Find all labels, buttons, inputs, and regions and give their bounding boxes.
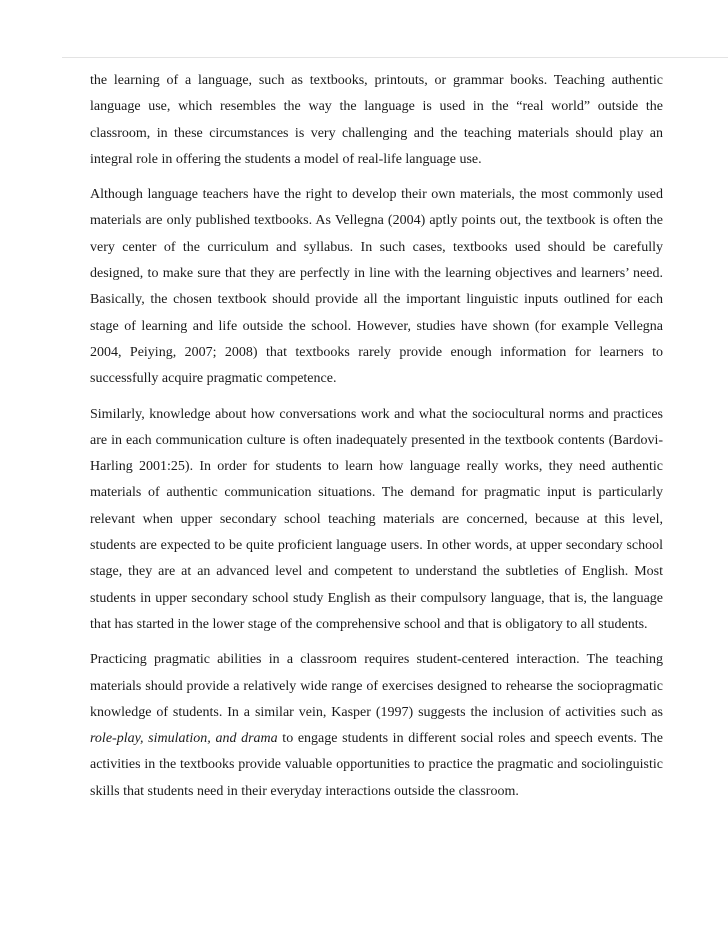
paragraph-text: Although language teachers have the right to develop their own materials, the most commonly used materials are only published textbooks. As Vellegna (2004) aptly points out, the textbook is often the very center of the curriculum and syllabus. In such cases, textbooks used should be carefully designed, to make sure that they are perfectly in line with the learning objectives and learners’ need. Basically, the chosen textbook should provide all the important linguistic inputs outlined for each stage of learning and life outside the school. However, studies have shown (for example Vellegna 2004, Peiying, 2007; 2008) that textbooks rarely provide enough information for learners to successfully acquire pragmatic competence. xyxy=(90,187,663,387)
paragraph-text: Similarly, knowledge about how conversations work and what the sociocultural norms and practices are in each communication culture is often inadequately presented in the textbook contents (Bardovi-Harling 2001:25). In order for students to learn how language really works, they need authentic materials of authentic communication situations. The demand for pragmatic input is particularly relevant when upper secondary school teaching materials are concerned, because at this level, students are expected to be quite proficient language users. In other words, at upper secondary school stage, they are at an advanced level and competent to understand the subtleties of English. Most students in upper secondary school study English as their compulsory language, that is, the language that has started in the lower stage of the comprehensive school and that is obligatory to all students. xyxy=(90,406,663,632)
paragraph-3 xyxy=(90,402,663,639)
paragraph-text: the learning of a language, such as textbooks, printouts, or grammar books. Teaching authentic language use, which resembles the way the language is used in the “real world” outside the classroom, in these circumstances is very challenging and the teaching materials should play an integral role in offering the students a model of real-life language use. xyxy=(90,73,663,167)
italic-phrase: role-play, simulation, and drama xyxy=(90,731,278,747)
paragraph-text: Practicing pragmatic abilities in a classroom requires student-centered interaction. The teaching materials should provide a relatively wide range of exercises designed to rehearse the sociopragmatic knowledge of students. In a similar vein, Kasper (1997) suggests the inclusion of activities such as xyxy=(90,652,663,720)
document-body xyxy=(90,68,663,814)
paragraph-2 xyxy=(90,182,663,392)
paragraph-1 xyxy=(90,68,663,173)
header-divider xyxy=(62,57,728,58)
paragraph-text: to engage students in different social roles and speech events. The activities in the textbooks provide valuable opportunities to practice the pragmatic and sociolinguistic skills that students need in their everyday interactions outside the classroom. xyxy=(90,731,664,799)
paragraph-4 xyxy=(90,647,663,805)
